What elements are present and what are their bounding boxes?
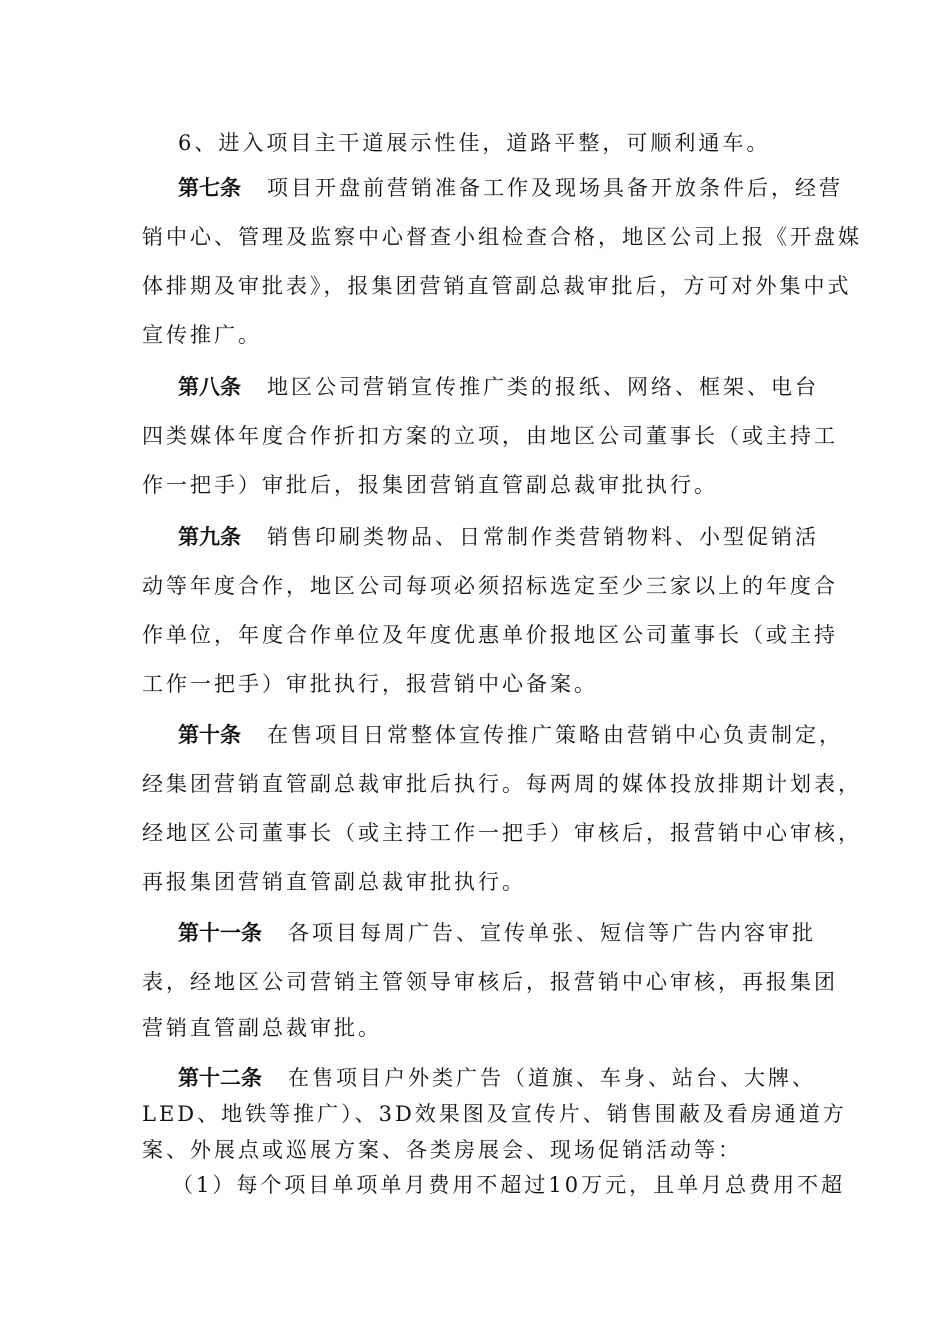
line-text: 动等年度合作，地区公司每项必须招标选定至少三家以上的年度合 — [142, 574, 838, 598]
article-heading: 第十二条 — [178, 1065, 262, 1090]
line-text: 销售印刷类物品、日常制作类营销物料、小型促销活 — [267, 525, 819, 549]
article-8-line-2 — [142, 421, 838, 451]
line-text: 作单位，年度合作单位及年度优惠单价报地区公司董事长（或主持 — [142, 623, 838, 647]
article-heading: 第十条 — [178, 722, 241, 747]
line-text: 各项目每周广告、宣传单张、短信等广告内容审批 — [288, 921, 816, 945]
article-12-item-1 — [172, 1170, 845, 1200]
article-7-line-2 — [142, 222, 862, 252]
line-text: 在售项目日常整体宣传推广策略由营销中心负责制定， — [267, 723, 843, 747]
article-heading: 第九条 — [178, 524, 241, 549]
article-11-line-2 — [142, 967, 838, 997]
line-text: 经集团营销直管副总裁审批后执行。每两周的媒体投放排期计划表， — [142, 772, 862, 796]
article-heading: 第十一条 — [178, 920, 262, 945]
line-text: 6、进入项目主干道展示性佳，道路平整，可顺利通车。 — [178, 131, 771, 155]
line-text: 宣传推广。 — [142, 323, 262, 347]
line-text: 销中心、管理及监察中心督查小组检查合格，地区公司上报《开盘媒 — [142, 225, 862, 249]
article-7-line-3 — [142, 271, 852, 301]
article-11-line-3 — [142, 1013, 382, 1043]
item-6-line — [178, 128, 770, 158]
line-text: 在售项目户外类广告（道旗、车身、站台、大牌、 — [288, 1066, 816, 1090]
line-text: 经地区公司董事长（或主持工作一把手）审核后，报营销中心审核， — [142, 821, 862, 845]
article-12-line-2 — [142, 1099, 847, 1129]
article-10-line-3 — [142, 818, 862, 848]
article-8-line-1 — [178, 372, 819, 402]
line-text: （1）每个项目单项单月费用不超过10万元，且单月总费用不超 — [172, 1173, 846, 1197]
line-text: 再报集团营销直管副总裁审批执行。 — [142, 870, 526, 894]
article-9-line-4 — [142, 669, 598, 699]
line-text: 营销直管副总裁审批。 — [142, 1016, 382, 1040]
article-heading: 第七条 — [178, 175, 241, 200]
line-text: 作一把手）审批后，报集团营销直管副总裁审批执行。 — [142, 473, 718, 497]
article-7-line-4 — [142, 320, 262, 350]
article-10-line-4 — [142, 867, 526, 897]
article-9-line-2 — [142, 571, 838, 601]
article-10-line-1 — [178, 720, 843, 750]
article-heading: 第八条 — [178, 374, 241, 399]
line-text: LED、地铁等推广）、3D效果图及宣传片、销售围蔽及看房通道方 — [142, 1102, 847, 1126]
article-9-line-3 — [142, 620, 838, 650]
article-7-line-1 — [178, 173, 843, 203]
article-10-line-2 — [142, 769, 862, 799]
line-text: 表，经地区公司营销主管领导审核后，报营销中心审核，再报集团 — [142, 970, 838, 994]
line-text: 体排期及审批表》，报集团营销直管副总裁审批后，方可对外集中式 — [142, 274, 852, 298]
article-8-line-3 — [142, 470, 718, 500]
line-text: 工作一把手）审批执行，报营销中心备案。 — [142, 672, 598, 696]
line-text: 案、外展点或巡展方案、各类房展会、现场促销活动等： — [142, 1138, 742, 1162]
article-12-line-3 — [142, 1135, 742, 1165]
article-9-line-1 — [178, 522, 819, 552]
line-text: 地区公司营销宣传推广类的报纸、网络、框架、电台 — [267, 375, 819, 399]
article-11-line-1 — [178, 918, 816, 948]
article-12-line-1 — [178, 1063, 816, 1093]
line-text: 项目开盘前营销准备工作及现场具备开放条件后，经营 — [267, 176, 843, 200]
line-text: 四类媒体年度合作折扣方案的立项，由地区公司董事长（或主持工 — [142, 424, 838, 448]
